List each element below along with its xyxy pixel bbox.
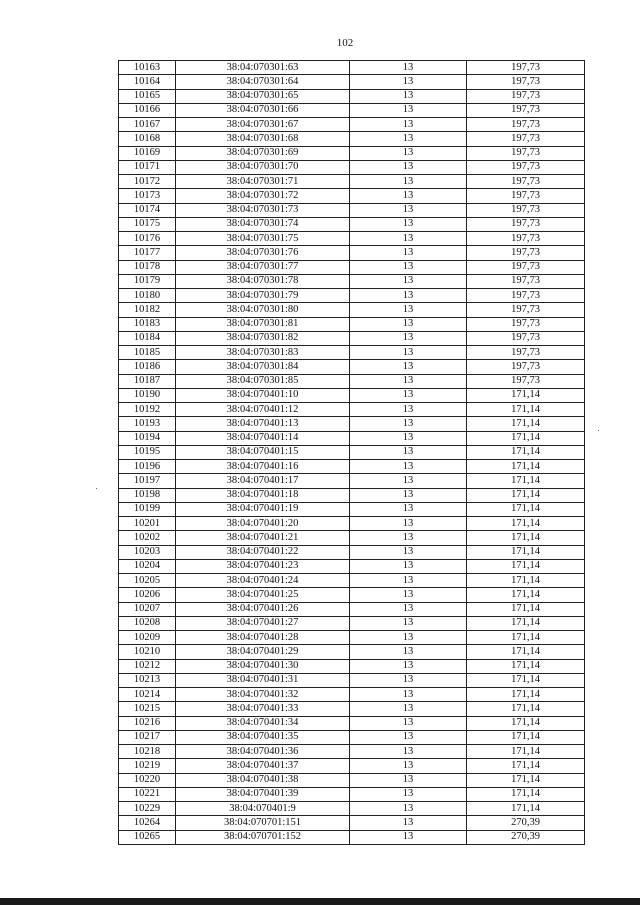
record-number-cell: 10187 bbox=[119, 374, 176, 388]
record-number-cell: 10198 bbox=[119, 488, 176, 502]
table-row bbox=[119, 431, 585, 445]
cadastral-number-cell: 38:04:070301:85 bbox=[176, 374, 350, 388]
category-code-cell: 13 bbox=[350, 331, 467, 345]
record-number-cell: 10214 bbox=[119, 688, 176, 702]
record-number-cell: 10175 bbox=[119, 217, 176, 231]
value-cell: 171,14 bbox=[467, 730, 585, 744]
value-cell: 171,14 bbox=[467, 488, 585, 502]
table-row bbox=[119, 75, 585, 89]
category-code-cell: 13 bbox=[350, 260, 467, 274]
value-cell: 171,14 bbox=[467, 588, 585, 602]
table-row bbox=[119, 702, 585, 716]
table-row bbox=[119, 716, 585, 730]
record-number-cell: 10201 bbox=[119, 517, 176, 531]
value-cell: 197,73 bbox=[467, 289, 585, 303]
cadastral-number-cell: 38:04:070301:73 bbox=[176, 203, 350, 217]
table-row bbox=[119, 730, 585, 744]
cadastral-number-cell: 38:04:070301:66 bbox=[176, 103, 350, 117]
record-number-cell: 10172 bbox=[119, 175, 176, 189]
value-cell: 171,14 bbox=[467, 716, 585, 730]
record-number-cell: 10212 bbox=[119, 659, 176, 673]
record-number-cell: 10183 bbox=[119, 317, 176, 331]
category-code-cell: 13 bbox=[350, 773, 467, 787]
record-number-cell: 10205 bbox=[119, 574, 176, 588]
cadastral-number-cell: 38:04:070401:10 bbox=[176, 388, 350, 402]
table-row bbox=[119, 787, 585, 801]
value-cell: 171,14 bbox=[467, 517, 585, 531]
scan-speck bbox=[598, 430, 599, 431]
record-number-cell: 10196 bbox=[119, 460, 176, 474]
record-number-cell: 10210 bbox=[119, 645, 176, 659]
category-code-cell: 13 bbox=[350, 146, 467, 160]
value-cell: 197,73 bbox=[467, 89, 585, 103]
cadastral-number-cell: 38:04:070401:35 bbox=[176, 730, 350, 744]
value-cell: 171,14 bbox=[467, 645, 585, 659]
record-number-cell: 10176 bbox=[119, 232, 176, 246]
value-cell: 197,73 bbox=[467, 175, 585, 189]
category-code-cell: 13 bbox=[350, 460, 467, 474]
cadastral-number-cell: 38:04:070301:84 bbox=[176, 360, 350, 374]
table-row bbox=[119, 802, 585, 816]
category-code-cell: 13 bbox=[350, 132, 467, 146]
table-row bbox=[119, 574, 585, 588]
cadastral-number-cell: 38:04:070401:21 bbox=[176, 531, 350, 545]
cadastral-number-cell: 38:04:070401:18 bbox=[176, 488, 350, 502]
cadastral-number-cell: 38:04:070301:71 bbox=[176, 175, 350, 189]
table-row bbox=[119, 559, 585, 573]
value-cell: 171,14 bbox=[467, 531, 585, 545]
record-number-cell: 10197 bbox=[119, 474, 176, 488]
table-row bbox=[119, 688, 585, 702]
table-row bbox=[119, 146, 585, 160]
value-cell: 171,14 bbox=[467, 702, 585, 716]
value-cell: 197,73 bbox=[467, 118, 585, 132]
category-code-cell: 13 bbox=[350, 474, 467, 488]
cadastral-number-cell: 38:04:070401:34 bbox=[176, 716, 350, 730]
value-cell: 197,73 bbox=[467, 61, 585, 75]
record-number-cell: 10204 bbox=[119, 559, 176, 573]
value-cell: 171,14 bbox=[467, 802, 585, 816]
table-row bbox=[119, 317, 585, 331]
category-code-cell: 13 bbox=[350, 759, 467, 773]
value-cell: 197,73 bbox=[467, 75, 585, 89]
cadastral-number-cell: 38:04:070401:25 bbox=[176, 588, 350, 602]
record-number-cell: 10179 bbox=[119, 274, 176, 288]
value-cell: 197,73 bbox=[467, 331, 585, 345]
table-row bbox=[119, 132, 585, 146]
table-row bbox=[119, 217, 585, 231]
record-number-cell: 10193 bbox=[119, 417, 176, 431]
category-code-cell: 13 bbox=[350, 645, 467, 659]
category-code-cell: 13 bbox=[350, 160, 467, 174]
table-row bbox=[119, 745, 585, 759]
record-number-cell: 10203 bbox=[119, 545, 176, 559]
cadastral-number-cell: 38:04:070401:29 bbox=[176, 645, 350, 659]
record-number-cell: 10173 bbox=[119, 189, 176, 203]
value-cell: 171,14 bbox=[467, 445, 585, 459]
cadastral-number-cell: 38:04:070301:81 bbox=[176, 317, 350, 331]
cadastral-number-cell: 38:04:070401:23 bbox=[176, 559, 350, 573]
value-cell: 171,14 bbox=[467, 787, 585, 801]
table-row bbox=[119, 502, 585, 516]
value-cell: 270,39 bbox=[467, 816, 585, 830]
table-row bbox=[119, 659, 585, 673]
category-code-cell: 13 bbox=[350, 602, 467, 616]
table-row bbox=[119, 118, 585, 132]
category-code-cell: 13 bbox=[350, 745, 467, 759]
cadastral-number-cell: 38:04:070301:69 bbox=[176, 146, 350, 160]
record-number-cell: 10215 bbox=[119, 702, 176, 716]
cadastral-number-cell: 38:04:070401:36 bbox=[176, 745, 350, 759]
record-number-cell: 10169 bbox=[119, 146, 176, 160]
table-row bbox=[119, 773, 585, 787]
record-number-cell: 10208 bbox=[119, 616, 176, 630]
value-cell: 171,14 bbox=[467, 502, 585, 516]
record-number-cell: 10180 bbox=[119, 289, 176, 303]
value-cell: 197,73 bbox=[467, 260, 585, 274]
category-code-cell: 13 bbox=[350, 545, 467, 559]
cadastral-number-cell: 38:04:070401:15 bbox=[176, 445, 350, 459]
cadastral-number-cell: 38:04:070401:38 bbox=[176, 773, 350, 787]
table-row bbox=[119, 816, 585, 830]
category-code-cell: 13 bbox=[350, 388, 467, 402]
cadastral-number-cell: 38:04:070301:72 bbox=[176, 189, 350, 203]
cadastral-number-cell: 38:04:070401:19 bbox=[176, 502, 350, 516]
value-cell: 171,14 bbox=[467, 673, 585, 687]
cadastral-number-cell: 38:04:070401:37 bbox=[176, 759, 350, 773]
category-code-cell: 13 bbox=[350, 246, 467, 260]
value-cell: 171,14 bbox=[467, 403, 585, 417]
record-number-cell: 10177 bbox=[119, 246, 176, 260]
value-cell: 171,14 bbox=[467, 474, 585, 488]
value-cell: 197,73 bbox=[467, 303, 585, 317]
cadastral-number-cell: 38:04:070401:13 bbox=[176, 417, 350, 431]
value-cell: 171,14 bbox=[467, 759, 585, 773]
registry-table bbox=[118, 60, 585, 845]
record-number-cell: 10216 bbox=[119, 716, 176, 730]
category-code-cell: 13 bbox=[350, 417, 467, 431]
cadastral-number-cell: 38:04:070401:24 bbox=[176, 574, 350, 588]
record-number-cell: 10194 bbox=[119, 431, 176, 445]
table-row bbox=[119, 175, 585, 189]
value-cell: 197,73 bbox=[467, 346, 585, 360]
value-cell: 171,14 bbox=[467, 659, 585, 673]
record-number-cell: 10264 bbox=[119, 816, 176, 830]
category-code-cell: 13 bbox=[350, 203, 467, 217]
value-cell: 171,14 bbox=[467, 616, 585, 630]
category-code-cell: 13 bbox=[350, 289, 467, 303]
table-row bbox=[119, 303, 585, 317]
category-code-cell: 13 bbox=[350, 702, 467, 716]
category-code-cell: 13 bbox=[350, 673, 467, 687]
value-cell: 197,73 bbox=[467, 146, 585, 160]
record-number-cell: 10195 bbox=[119, 445, 176, 459]
cadastral-number-cell: 38:04:070701:152 bbox=[176, 830, 350, 844]
category-code-cell: 13 bbox=[350, 431, 467, 445]
record-number-cell: 10185 bbox=[119, 346, 176, 360]
record-number-cell: 10219 bbox=[119, 759, 176, 773]
page-number: 102 bbox=[336, 37, 354, 49]
value-cell: 171,14 bbox=[467, 773, 585, 787]
cadastral-number-cell: 38:04:070301:79 bbox=[176, 289, 350, 303]
category-code-cell: 13 bbox=[350, 816, 467, 830]
cadastral-number-cell: 38:04:070401:9 bbox=[176, 802, 350, 816]
cadastral-number-cell: 38:04:070301:70 bbox=[176, 160, 350, 174]
category-code-cell: 13 bbox=[350, 559, 467, 573]
record-number-cell: 10192 bbox=[119, 403, 176, 417]
category-code-cell: 13 bbox=[350, 175, 467, 189]
category-code-cell: 13 bbox=[350, 802, 467, 816]
record-number-cell: 10184 bbox=[119, 331, 176, 345]
table-row bbox=[119, 388, 585, 402]
table-row bbox=[119, 588, 585, 602]
table-row bbox=[119, 289, 585, 303]
value-cell: 171,14 bbox=[467, 417, 585, 431]
value-cell: 171,14 bbox=[467, 545, 585, 559]
category-code-cell: 13 bbox=[350, 517, 467, 531]
table-row bbox=[119, 631, 585, 645]
table-row bbox=[119, 61, 585, 75]
category-code-cell: 13 bbox=[350, 531, 467, 545]
value-cell: 171,14 bbox=[467, 688, 585, 702]
cadastral-number-cell: 38:04:070401:14 bbox=[176, 431, 350, 445]
value-cell: 197,73 bbox=[467, 203, 585, 217]
value-cell: 270,39 bbox=[467, 830, 585, 844]
record-number-cell: 10217 bbox=[119, 730, 176, 744]
cadastral-number-cell: 38:04:070401:31 bbox=[176, 673, 350, 687]
cadastral-number-cell: 38:04:070401:30 bbox=[176, 659, 350, 673]
cadastral-number-cell: 38:04:070401:12 bbox=[176, 403, 350, 417]
table-row bbox=[119, 189, 585, 203]
category-code-cell: 13 bbox=[350, 616, 467, 630]
table-row bbox=[119, 89, 585, 103]
category-code-cell: 13 bbox=[350, 403, 467, 417]
cadastral-number-cell: 38:04:070401:26 bbox=[176, 602, 350, 616]
table-row bbox=[119, 673, 585, 687]
cadastral-number-cell: 38:04:070401:28 bbox=[176, 631, 350, 645]
table-row bbox=[119, 374, 585, 388]
record-number-cell: 10221 bbox=[119, 787, 176, 801]
value-cell: 197,73 bbox=[467, 103, 585, 117]
table-row bbox=[119, 474, 585, 488]
category-code-cell: 13 bbox=[350, 730, 467, 744]
value-cell: 197,73 bbox=[467, 246, 585, 260]
category-code-cell: 13 bbox=[350, 374, 467, 388]
category-code-cell: 13 bbox=[350, 716, 467, 730]
table-row bbox=[119, 830, 585, 844]
table-row bbox=[119, 403, 585, 417]
cadastral-number-cell: 38:04:070401:16 bbox=[176, 460, 350, 474]
cadastral-number-cell: 38:04:070301:83 bbox=[176, 346, 350, 360]
record-number-cell: 10265 bbox=[119, 830, 176, 844]
record-number-cell: 10163 bbox=[119, 61, 176, 75]
value-cell: 171,14 bbox=[467, 745, 585, 759]
cadastral-number-cell: 38:04:070301:64 bbox=[176, 75, 350, 89]
scan-edge-band bbox=[0, 898, 640, 905]
cadastral-number-cell: 38:04:070401:20 bbox=[176, 517, 350, 531]
category-code-cell: 13 bbox=[350, 445, 467, 459]
record-number-cell: 10186 bbox=[119, 360, 176, 374]
value-cell: 171,14 bbox=[467, 559, 585, 573]
category-code-cell: 13 bbox=[350, 317, 467, 331]
table-row bbox=[119, 616, 585, 630]
table-row bbox=[119, 517, 585, 531]
table-row bbox=[119, 545, 585, 559]
cadastral-number-cell: 38:04:070301:63 bbox=[176, 61, 350, 75]
record-number-cell: 10171 bbox=[119, 160, 176, 174]
category-code-cell: 13 bbox=[350, 360, 467, 374]
table-row bbox=[119, 531, 585, 545]
category-code-cell: 13 bbox=[350, 189, 467, 203]
table-row bbox=[119, 331, 585, 345]
category-code-cell: 13 bbox=[350, 274, 467, 288]
table-row bbox=[119, 103, 585, 117]
scan-speck bbox=[96, 488, 97, 489]
cadastral-number-cell: 38:04:070401:33 bbox=[176, 702, 350, 716]
table-row bbox=[119, 488, 585, 502]
category-code-cell: 13 bbox=[350, 787, 467, 801]
table-row bbox=[119, 759, 585, 773]
registry-table-body bbox=[119, 61, 585, 845]
value-cell: 171,14 bbox=[467, 460, 585, 474]
category-code-cell: 13 bbox=[350, 588, 467, 602]
category-code-cell: 13 bbox=[350, 118, 467, 132]
table-row bbox=[119, 232, 585, 246]
value-cell: 197,73 bbox=[467, 189, 585, 203]
cadastral-number-cell: 38:04:070401:39 bbox=[176, 787, 350, 801]
record-number-cell: 10164 bbox=[119, 75, 176, 89]
cadastral-number-cell: 38:04:070401:27 bbox=[176, 616, 350, 630]
cadastral-number-cell: 38:04:070401:32 bbox=[176, 688, 350, 702]
cadastral-number-cell: 38:04:070301:82 bbox=[176, 331, 350, 345]
table-row bbox=[119, 602, 585, 616]
cadastral-number-cell: 38:04:070301:76 bbox=[176, 246, 350, 260]
value-cell: 171,14 bbox=[467, 602, 585, 616]
cadastral-number-cell: 38:04:070301:77 bbox=[176, 260, 350, 274]
category-code-cell: 13 bbox=[350, 659, 467, 673]
value-cell: 197,73 bbox=[467, 374, 585, 388]
cadastral-number-cell: 38:04:070301:67 bbox=[176, 118, 350, 132]
cadastral-number-cell: 38:04:070401:22 bbox=[176, 545, 350, 559]
record-number-cell: 10182 bbox=[119, 303, 176, 317]
cadastral-number-cell: 38:04:070301:78 bbox=[176, 274, 350, 288]
record-number-cell: 10168 bbox=[119, 132, 176, 146]
cadastral-number-cell: 38:04:070701:151 bbox=[176, 816, 350, 830]
record-number-cell: 10218 bbox=[119, 745, 176, 759]
category-code-cell: 13 bbox=[350, 488, 467, 502]
table-row bbox=[119, 645, 585, 659]
cadastral-number-cell: 38:04:070401:17 bbox=[176, 474, 350, 488]
record-number-cell: 10190 bbox=[119, 388, 176, 402]
record-number-cell: 10206 bbox=[119, 588, 176, 602]
table-row bbox=[119, 360, 585, 374]
table-row bbox=[119, 246, 585, 260]
record-number-cell: 10178 bbox=[119, 260, 176, 274]
record-number-cell: 10220 bbox=[119, 773, 176, 787]
record-number-cell: 10207 bbox=[119, 602, 176, 616]
record-number-cell: 10202 bbox=[119, 531, 176, 545]
value-cell: 171,14 bbox=[467, 431, 585, 445]
cadastral-number-cell: 38:04:070301:75 bbox=[176, 232, 350, 246]
category-code-cell: 13 bbox=[350, 232, 467, 246]
record-number-cell: 10166 bbox=[119, 103, 176, 117]
value-cell: 197,73 bbox=[467, 360, 585, 374]
category-code-cell: 13 bbox=[350, 346, 467, 360]
table-row bbox=[119, 460, 585, 474]
value-cell: 197,73 bbox=[467, 217, 585, 231]
cadastral-number-cell: 38:04:070301:65 bbox=[176, 89, 350, 103]
value-cell: 197,73 bbox=[467, 317, 585, 331]
table-row bbox=[119, 346, 585, 360]
category-code-cell: 13 bbox=[350, 103, 467, 117]
category-code-cell: 13 bbox=[350, 303, 467, 317]
table-row bbox=[119, 160, 585, 174]
record-number-cell: 10165 bbox=[119, 89, 176, 103]
record-number-cell: 10213 bbox=[119, 673, 176, 687]
record-number-cell: 10174 bbox=[119, 203, 176, 217]
table-row bbox=[119, 445, 585, 459]
category-code-cell: 13 bbox=[350, 830, 467, 844]
cadastral-number-cell: 38:04:070301:74 bbox=[176, 217, 350, 231]
category-code-cell: 13 bbox=[350, 61, 467, 75]
category-code-cell: 13 bbox=[350, 75, 467, 89]
record-number-cell: 10229 bbox=[119, 802, 176, 816]
value-cell: 197,73 bbox=[467, 132, 585, 146]
record-number-cell: 10209 bbox=[119, 631, 176, 645]
value-cell: 171,14 bbox=[467, 631, 585, 645]
table-row bbox=[119, 260, 585, 274]
category-code-cell: 13 bbox=[350, 89, 467, 103]
value-cell: 197,73 bbox=[467, 274, 585, 288]
cadastral-number-cell: 38:04:070301:80 bbox=[176, 303, 350, 317]
table-row bbox=[119, 417, 585, 431]
category-code-cell: 13 bbox=[350, 217, 467, 231]
category-code-cell: 13 bbox=[350, 631, 467, 645]
value-cell: 197,73 bbox=[467, 160, 585, 174]
category-code-cell: 13 bbox=[350, 574, 467, 588]
value-cell: 171,14 bbox=[467, 574, 585, 588]
table-row bbox=[119, 203, 585, 217]
value-cell: 171,14 bbox=[467, 388, 585, 402]
cadastral-number-cell: 38:04:070301:68 bbox=[176, 132, 350, 146]
table-row bbox=[119, 274, 585, 288]
category-code-cell: 13 bbox=[350, 502, 467, 516]
record-number-cell: 10167 bbox=[119, 118, 176, 132]
category-code-cell: 13 bbox=[350, 688, 467, 702]
record-number-cell: 10199 bbox=[119, 502, 176, 516]
value-cell: 197,73 bbox=[467, 232, 585, 246]
